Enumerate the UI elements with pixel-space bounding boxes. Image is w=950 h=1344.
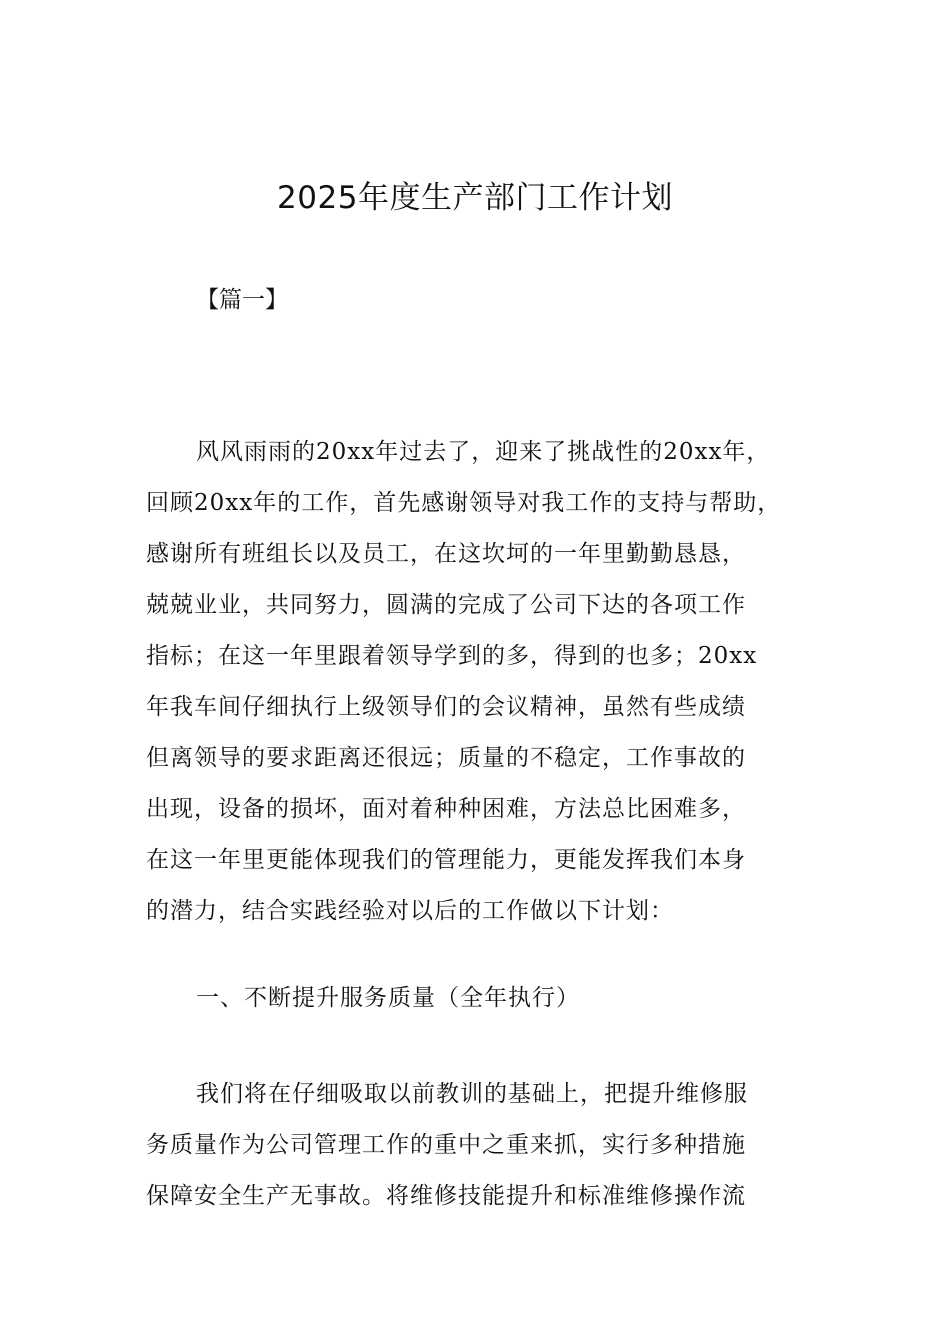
- paragraph-line: 兢兢业业，共同努力，圆满的完成了公司下达的各项工作: [146, 592, 746, 618]
- section-marker: 【篇一】: [196, 287, 288, 313]
- paragraph-line: 我们将在仔细吸取以前教训的基础上，把提升维修服: [196, 1081, 748, 1107]
- paragraph-intro: [146, 427, 810, 937]
- paragraph-line: 感谢所有班组长以及员工，在这坎坷的一年里勤勤恳恳，: [146, 541, 746, 567]
- paragraph-line: 年我车间仔细执行上级领导们的会议精神，虽然有些成绩: [146, 694, 746, 720]
- paragraph-line: 回顾20xx年的工作，首先感谢领导对我工作的支持与帮助，: [146, 490, 782, 516]
- paragraph-line: 风风雨雨的20xx年过去了，迎来了挑战性的20xx年，: [196, 439, 771, 465]
- paragraph-line: 但离领导的要求距离还很远；质量的不稳定，工作事故的: [146, 745, 746, 771]
- paragraph-line: 出现，设备的损坏，面对着种种困难，方法总比困难多，: [146, 796, 746, 822]
- paragraph-line: 保障安全生产无事故。将维修技能提升和标准维修操作流: [146, 1183, 746, 1209]
- paragraph-line: 在这一年里更能体现我们的管理能力，更能发挥我们本身: [146, 847, 746, 873]
- document-title: 2025年度生产部门工作计划: [277, 180, 673, 216]
- paragraph-line: 务质量作为公司管理工作的重中之重来抓，实行多种措施: [146, 1132, 746, 1158]
- paragraph-line: 的潜力，结合实践经验对以后的工作做以下计划：: [146, 898, 674, 924]
- paragraph-section-1: [146, 1069, 810, 1222]
- section-heading-1: 一、不断提升服务质量（全年执行）: [196, 985, 580, 1011]
- paragraph-line: 指标；在这一年里跟着领导学到的多，得到的也多；20xx: [146, 643, 758, 669]
